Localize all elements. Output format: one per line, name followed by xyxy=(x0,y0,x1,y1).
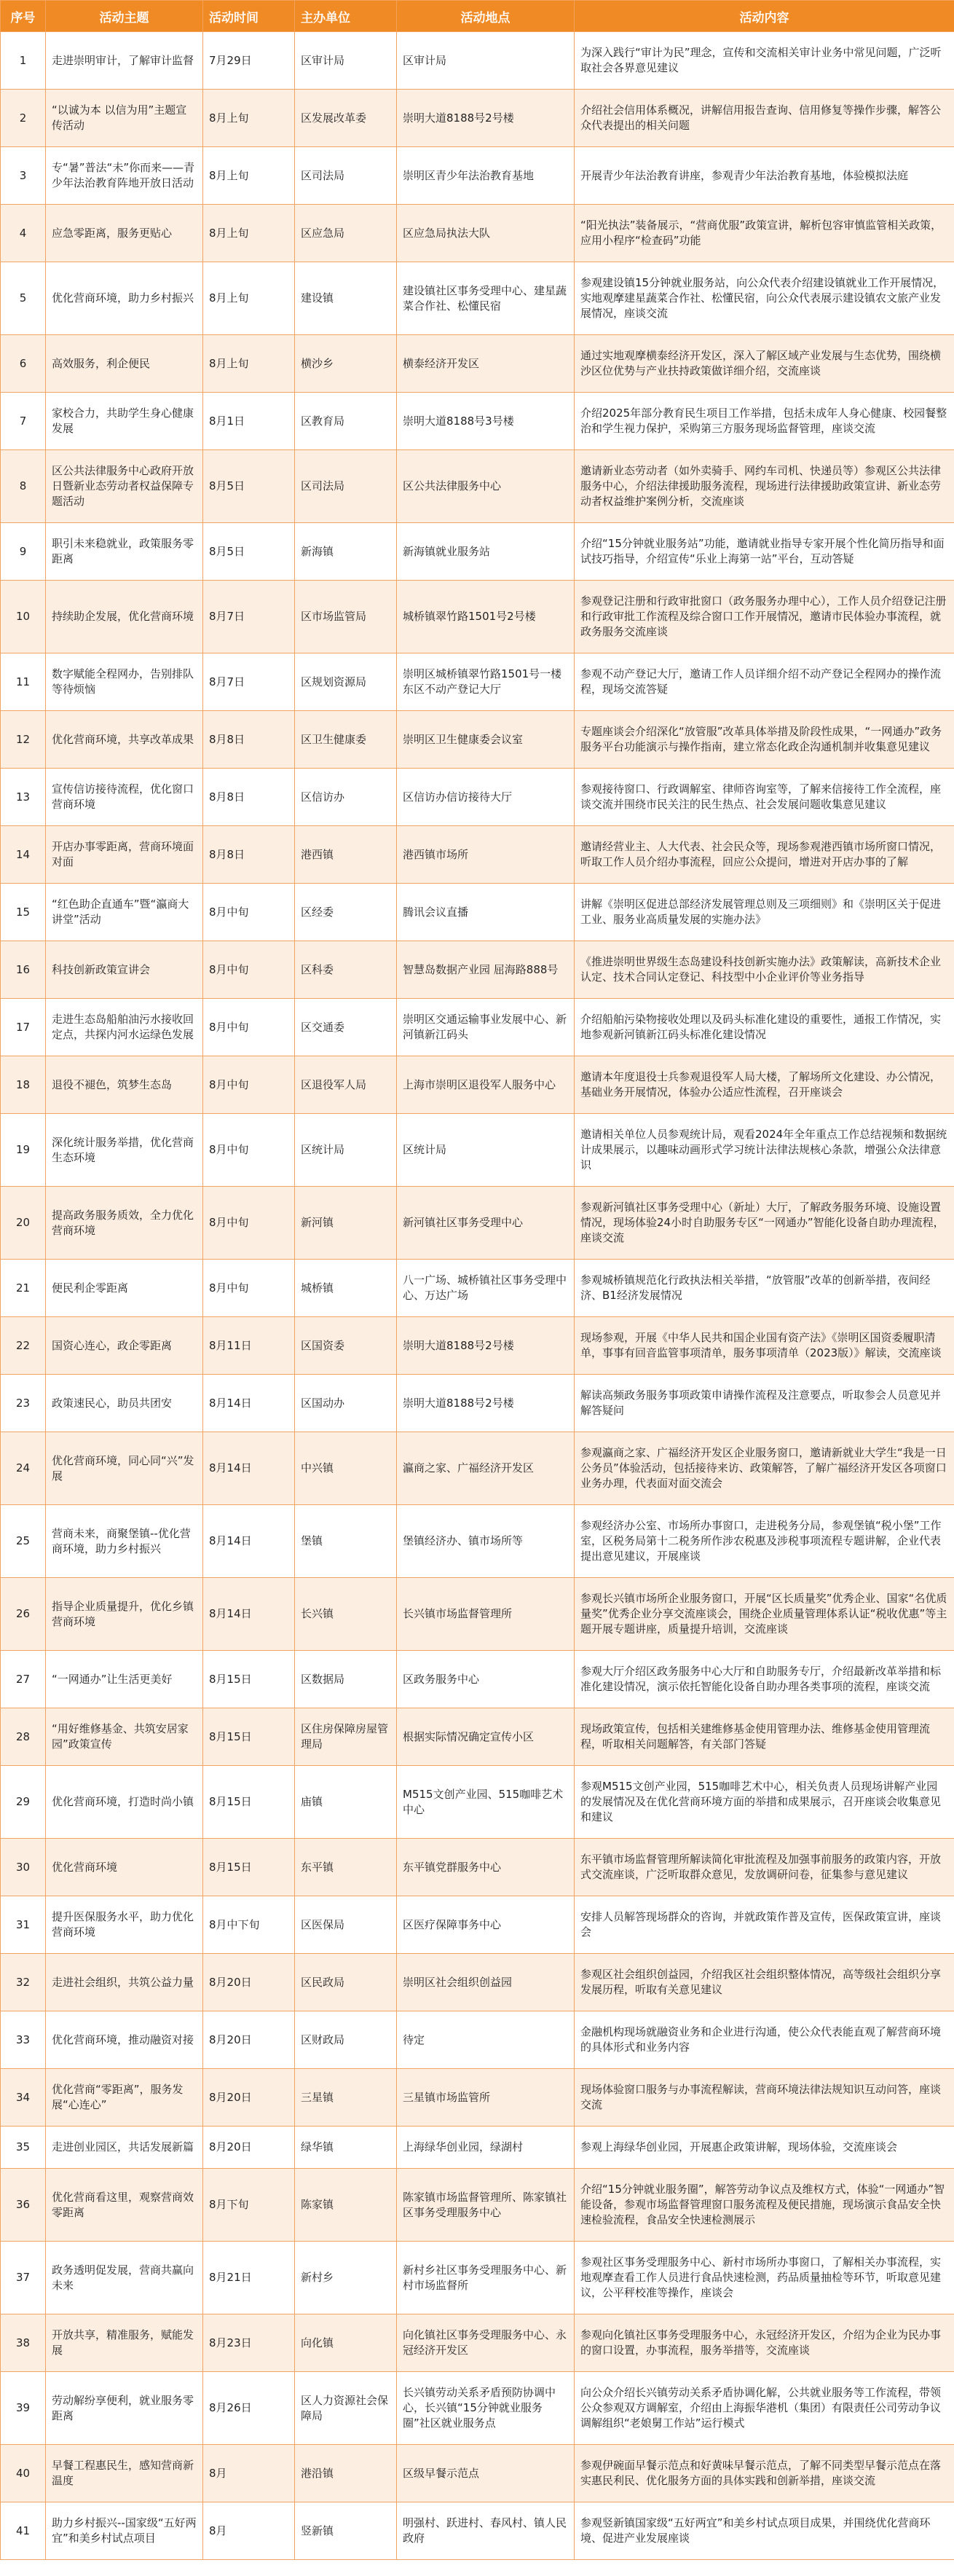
activity-time: 8月8日 xyxy=(203,711,295,769)
host-organization: 三星镇 xyxy=(295,2069,397,2127)
activity-location: 长兴镇市场监督管理所 xyxy=(397,1578,575,1651)
activity-time: 8月15日 xyxy=(203,1839,295,1896)
activity-time: 8月上旬 xyxy=(203,90,295,147)
activity-content: 参观向化镇社区事务受理服务中心，永冠经济开发区，介绍为企业为民办事的窗口设置，办事流程，服务举措等，交流座谈 xyxy=(575,2314,954,2372)
activity-location: M515文创产业园、515咖啡艺术中心 xyxy=(397,1766,575,1839)
activity-location: 崇明大道8188号2号楼 xyxy=(397,1317,575,1375)
table-header xyxy=(1,1,954,32)
row-number: 2 xyxy=(1,90,46,147)
activity-topic: 走进社会组织，共筑公益力量 xyxy=(46,1954,203,2011)
table-row xyxy=(1,205,954,262)
activity-location: 区统计局 xyxy=(397,1114,575,1187)
host-organization: 区国资委 xyxy=(295,1317,397,1375)
host-organization: 横沙乡 xyxy=(295,335,397,393)
activity-topic: 宣传信访接待流程，优化窗口营商环境 xyxy=(46,769,203,826)
activity-location: 瀛商之家、广福经济开发区 xyxy=(397,1432,575,1505)
row-number: 5 xyxy=(1,262,46,335)
host-organization: 新村乡 xyxy=(295,2242,397,2314)
activity-location: 东平镇党群服务中心 xyxy=(397,1839,575,1896)
activity-topic: 优化营商环境，助力乡村振兴 xyxy=(46,262,203,335)
activity-time: 8月中旬 xyxy=(203,884,295,941)
host-organization: 区规划资源局 xyxy=(295,653,397,711)
host-organization: 堡镇 xyxy=(295,1505,397,1578)
table-row xyxy=(1,1260,954,1317)
activity-content: 参观长兴镇市场所企业服务窗口，开展“区长质量奖”优秀企业、国家“名优质量奖”优秀企业分享交流座谈会，围绕企业质量管理体系认证“税收优惠”等主题开展专题讲座，质量提升培训，交流座谈 xyxy=(575,1578,954,1651)
activity-location: 智慧岛数据产业园 屈海路888号 xyxy=(397,941,575,999)
activity-location: 区政务服务中心 xyxy=(397,1651,575,1708)
activity-time: 8月上旬 xyxy=(203,147,295,205)
table-row xyxy=(1,2011,954,2069)
host-organization: 区教育局 xyxy=(295,393,397,450)
row-number: 7 xyxy=(1,393,46,450)
activity-location: 三星镇市场监管所 xyxy=(397,2069,575,2127)
activity-time: 8月中旬 xyxy=(203,941,295,999)
activity-time: 8月20日 xyxy=(203,1954,295,2011)
activity-location: 区级早餐示范点 xyxy=(397,2445,575,2502)
activity-content: 参观社区事务受理服务中心、新村市场所办事窗口，了解相关办事流程，实地观摩查看工作人员进行食品快速检测，药品质量抽检等环节，听取意见建议，公平秤校准等操作，座谈会 xyxy=(575,2242,954,2314)
activity-content: 参观上海绿华创业园，开展惠企政策讲解，现场体验，交流座谈会 xyxy=(575,2127,954,2169)
table-row xyxy=(1,1896,954,1954)
host-organization: 区交通委 xyxy=(295,999,397,1056)
activity-topic: 提升医保服务水平，助力优化营商环境 xyxy=(46,1896,203,1954)
row-number: 29 xyxy=(1,1766,46,1839)
table-row xyxy=(1,335,954,393)
table-row xyxy=(1,2127,954,2169)
activity-location: 崇明区社会组织创益园 xyxy=(397,1954,575,2011)
activity-location: 新村乡社区事务受理服务中心、新村市场监督所 xyxy=(397,2242,575,2314)
row-number: 10 xyxy=(1,581,46,653)
host-organization: 区卫生健康委 xyxy=(295,711,397,769)
activity-time: 8月中下旬 xyxy=(203,1896,295,1954)
activity-time: 8月7日 xyxy=(203,653,295,711)
activity-location: 根据实际情况确定宣传小区 xyxy=(397,1708,575,1766)
activity-topic: 应急零距离，服务更贴心 xyxy=(46,205,203,262)
row-number: 30 xyxy=(1,1839,46,1896)
header-topic: 活动主题 xyxy=(46,1,203,32)
activity-time: 8月23日 xyxy=(203,2314,295,2372)
activity-time: 8月21日 xyxy=(203,2242,295,2314)
activity-location: 区审计局 xyxy=(397,32,575,90)
table-row xyxy=(1,1708,954,1766)
activity-content: 安排人员解答现场群众的咨询，并就政策作普及宣传，医保政策宣讲，座谈会 xyxy=(575,1896,954,1954)
table-row xyxy=(1,450,954,523)
activity-topic: 优化营商看这里，观察营商效零距离 xyxy=(46,2169,203,2242)
row-number: 26 xyxy=(1,1578,46,1651)
activity-location: 城桥镇翠竹路1501号2号楼 xyxy=(397,581,575,653)
host-organization: 区司法局 xyxy=(295,147,397,205)
activity-topic: 政策速民心，助员共团安 xyxy=(46,1375,203,1432)
activity-location: 崇明区交通运输事业发展中心、新河镇新江码头 xyxy=(397,999,575,1056)
activity-content: 参观伊碗面早餐示范点和好黄味早餐示范点，了解不同类型早餐示范点在落实惠民利民、优化服务方面的具体实践和创新举措，座谈交流 xyxy=(575,2445,954,2502)
host-organization: 竖新镇 xyxy=(295,2502,397,2560)
activity-topic: 提高政务服务质效，全力优化营商环境 xyxy=(46,1187,203,1260)
table-row xyxy=(1,769,954,826)
activity-time: 8月下旬 xyxy=(203,2169,295,2242)
activity-location: 建设镇社区事务受理中心、建星蔬菜合作社、松懂民宿 xyxy=(397,262,575,335)
host-organization: 向化镇 xyxy=(295,2314,397,2372)
activity-content: 《推进崇明世界级生态岛建设科技创新实施办法》政策解读，高新技术企业认定、技术合同认定登记、科技型中小企业评价等业务指导 xyxy=(575,941,954,999)
activity-time: 8月14日 xyxy=(203,1505,295,1578)
table-row xyxy=(1,1187,954,1260)
row-number: 27 xyxy=(1,1651,46,1708)
table-row xyxy=(1,653,954,711)
host-organization: 区审计局 xyxy=(295,32,397,90)
activity-topic: 专“暑”普法“未”你而来——青少年法治教育阵地开放日活动 xyxy=(46,147,203,205)
activity-content: 参观M515文创产业园，515咖啡艺术中心，相关负责人员现场讲解产业园的发展情况及在优化营商环境方面的举措和成果展示，召开座谈会收集意见和建议 xyxy=(575,1766,954,1839)
activity-topic: 区公共法律服务中心政府开放日暨新业态劳动者权益保障专题活动 xyxy=(46,450,203,523)
host-organization: 区退役军人局 xyxy=(295,1056,397,1114)
activity-content: 参观大厅介绍区政务服务中心大厅和自助服务专厅，介绍最新改革举措和标准化建设情况，演示依托智能化设备自助办理各类事项的流程，座谈交流 xyxy=(575,1651,954,1708)
activity-time: 8月15日 xyxy=(203,1708,295,1766)
activity-content: 为深入践行“审计为民”理念，宣传和交流相关审计业务中常见问题，广泛听取社会各界意见建议 xyxy=(575,32,954,90)
activity-topic: 优化营商环境，打造时尚小镇 xyxy=(46,1766,203,1839)
activity-topic: 职引未来稳就业，政策服务零距离 xyxy=(46,523,203,581)
header-content: 活动内容 xyxy=(575,1,954,32)
activity-content: 现场参观，开展《中华人民共和国企业国有资产法》《崇明区国资委履职清单，事事有回音监管事项清单，服务事项清单（2023版）》解读，交流座谈 xyxy=(575,1317,954,1375)
host-organization: 港西镇 xyxy=(295,826,397,884)
activity-time: 8月20日 xyxy=(203,2069,295,2127)
row-number: 41 xyxy=(1,2502,46,2560)
host-organization: 区人力资源社会保障局 xyxy=(295,2372,397,2445)
table-row xyxy=(1,941,954,999)
activity-content: 邀请本年度退役士兵参观退役军人局大楼，了解场所文化建设、办公情况，基础业务开展情况，体验办公适应性流程，召开座谈会 xyxy=(575,1056,954,1114)
activity-topic: 走进生态岛船舶油污水接收回定点，共探内河水运绿色发展 xyxy=(46,999,203,1056)
activity-time: 8月中旬 xyxy=(203,1114,295,1187)
activity-topic: 开放共享，精准服务，赋能发展 xyxy=(46,2314,203,2372)
table-row xyxy=(1,393,954,450)
activity-time: 8月26日 xyxy=(203,2372,295,2445)
host-organization: 城桥镇 xyxy=(295,1260,397,1317)
activity-location: 陈家镇市场监督管理所、陈家镇社区事务受理服务中心 xyxy=(397,2169,575,2242)
activity-content: 参观城桥镇规范化行政执法相关举措，“放管服”改革的创新举措，夜间经济、B1经济发展情况 xyxy=(575,1260,954,1317)
row-number: 14 xyxy=(1,826,46,884)
row-number: 9 xyxy=(1,523,46,581)
activity-content: 参观接待窗口、行政调解室、律师咨询室等，了解来信接待工作全流程，座谈交流并围绕市民关注的民生热点、社会发展问题收集意见建议 xyxy=(575,769,954,826)
header-no: 序号 xyxy=(1,1,46,32)
activity-time: 8月14日 xyxy=(203,1375,295,1432)
row-number: 12 xyxy=(1,711,46,769)
host-organization: 区民政局 xyxy=(295,1954,397,2011)
table-row xyxy=(1,581,954,653)
activity-time: 8月中旬 xyxy=(203,1260,295,1317)
header-org: 主办单位 xyxy=(295,1,397,32)
activity-topic: 科技创新政策宣讲会 xyxy=(46,941,203,999)
activity-topic: 优化营商环境 xyxy=(46,1839,203,1896)
activity-location: 上海市崇明区退役军人服务中心 xyxy=(397,1056,575,1114)
activity-content: 参观经济办公室、市场所办事窗口，走进税务分局，参观堡镇“税小堡”工作室，区税务局第十二税务所作涉农税惠及涉税事项流程专题讲解，企业代表提出意见建议，开展座谈 xyxy=(575,1505,954,1578)
row-number: 19 xyxy=(1,1114,46,1187)
activity-time: 8月8日 xyxy=(203,826,295,884)
activity-topic: 优化营商环境，推动融资对接 xyxy=(46,2011,203,2069)
table-row xyxy=(1,1432,954,1505)
activity-content: 参观区社会组织创益园，介绍我区社会组织整体情况，高等级社会组织分享发展历程，听取有关意见建议 xyxy=(575,1954,954,2011)
activity-topic: 深化统计服务举措，优化营商生态环境 xyxy=(46,1114,203,1187)
table-row xyxy=(1,1114,954,1187)
activity-time: 8月11日 xyxy=(203,1317,295,1375)
host-organization: 建设镇 xyxy=(295,262,397,335)
row-number: 20 xyxy=(1,1187,46,1260)
activity-location: 区应急局执法大队 xyxy=(397,205,575,262)
row-number: 38 xyxy=(1,2314,46,2372)
activity-location: 区公共法律服务中心 xyxy=(397,450,575,523)
activity-topic: “红色助企直通车”暨“瀛商大讲堂”活动 xyxy=(46,884,203,941)
table-row xyxy=(1,1505,954,1578)
host-organization: 区住房保障房屋管理局 xyxy=(295,1708,397,1766)
table-row xyxy=(1,2069,954,2127)
host-organization: 区统计局 xyxy=(295,1114,397,1187)
activity-location: 上海绿华创业园，绿湖村 xyxy=(397,2127,575,2169)
row-number: 25 xyxy=(1,1505,46,1578)
activity-content: 参观登记注册和行政审批窗口（政务服务办理中心），工作人员介绍登记注册和行政审批工作流程及综合窗口工作开展情况，邀请市民体验办事流程，就政务服务交流座谈 xyxy=(575,581,954,653)
table-row xyxy=(1,1056,954,1114)
activity-topic: 指导企业质量提升，优化乡镇营商环境 xyxy=(46,1578,203,1651)
activity-location: 待定 xyxy=(397,2011,575,2069)
row-number: 36 xyxy=(1,2169,46,2242)
activity-location: 新海镇就业服务站 xyxy=(397,523,575,581)
activity-location: 新河镇社区事务受理中心 xyxy=(397,1187,575,1260)
activity-time: 8月 xyxy=(203,2502,295,2560)
activity-location: 明强村、跃进村、春风村、镇人民政府 xyxy=(397,2502,575,2560)
activity-topic: 优化营商“零距离”，服务发展“心连心” xyxy=(46,2069,203,2127)
activity-content: 东平镇市场监督管理所解读简化审批流程及加强事前服务的政策内容，开放式交流座谈，广泛听取群众意见，发放调研问卷，征集参与意见建议 xyxy=(575,1839,954,1896)
row-number: 13 xyxy=(1,769,46,826)
activity-location: 崇明大道8188号2号楼 xyxy=(397,90,575,147)
activity-topic: 优化营商环境，共享改革成果 xyxy=(46,711,203,769)
host-organization: 陈家镇 xyxy=(295,2169,397,2242)
row-number: 37 xyxy=(1,2242,46,2314)
table-row xyxy=(1,1375,954,1432)
activity-time: 7月29日 xyxy=(203,32,295,90)
activity-topic: 走进崇明审计，了解审计监督 xyxy=(46,32,203,90)
activity-location: 区信访办信访接待大厅 xyxy=(397,769,575,826)
table-row xyxy=(1,2314,954,2372)
activity-time: 8月上旬 xyxy=(203,262,295,335)
table-row xyxy=(1,2445,954,2502)
host-organization: 区司法局 xyxy=(295,450,397,523)
row-number: 1 xyxy=(1,32,46,90)
row-number: 33 xyxy=(1,2011,46,2069)
activity-content: 专题座谈会介绍深化“放管服”改革具体举措及阶段性成果，“一网通办”政务服务平台功能演示与操作指南，建立常态化政企沟通机制并收集意见建议 xyxy=(575,711,954,769)
table-row xyxy=(1,90,954,147)
activity-topic: 走进创业园区，共话发展新篇 xyxy=(46,2127,203,2169)
activity-content: “阳光执法”装备展示，“营商优服”政策宣讲，解析包容审慎监管相关政策，应用小程序“检查码”功能 xyxy=(575,205,954,262)
activity-content: 介绍“15分钟就业服务圈”，解答劳动争议点及维权方式，体验“一网通办”智能设备，参观市场监督管理窗口服务流程及便民措施，现场演示食品安全快速检验流程，食品安全快速检测展示 xyxy=(575,2169,954,2242)
activity-content: 参观不动产登记大厅，邀请工作人员详细介绍不动产登记全程网办的操作流程，现场交流答疑 xyxy=(575,653,954,711)
activity-topic: “用好维修基金、共筑安居家园”政策宣传 xyxy=(46,1708,203,1766)
table-row xyxy=(1,1651,954,1708)
activity-location: 八一广场、城桥镇社区事务受理中心、万达广场 xyxy=(397,1260,575,1317)
activity-location: 崇明区青少年法治教育基地 xyxy=(397,147,575,205)
host-organization: 中兴镇 xyxy=(295,1432,397,1505)
activity-location: 向化镇社区事务受理服务中心、永冠经济开发区 xyxy=(397,2314,575,2372)
activity-time: 8月 xyxy=(203,2445,295,2502)
activity-time: 8月5日 xyxy=(203,523,295,581)
activity-time: 8月15日 xyxy=(203,1766,295,1839)
row-number: 3 xyxy=(1,147,46,205)
row-number: 31 xyxy=(1,1896,46,1954)
activity-time: 8月14日 xyxy=(203,1578,295,1651)
activity-time: 8月8日 xyxy=(203,769,295,826)
activity-content: 参观竖新镇国家级“五好两宜”和美乡村试点项目成果，并围绕优化营商环境、促进产业发展座谈 xyxy=(575,2502,954,2560)
activity-content: 讲解《崇明区促进总部经济发展管理总则及三项细则》和《崇明区关于促进工业、服务业高质量发展的实施办法》 xyxy=(575,884,954,941)
activity-content: 现场政策宣传，包括相关建维修基金使用管理办法、维修基金使用管理流程，听取相关问题解答，有关部门答疑 xyxy=(575,1708,954,1766)
activity-content: 通过实地观摩横泰经济开发区，深入了解区域产业发展与生态优势，围绕横沙区位优势与产业扶持政策做详细介绍，交流座谈 xyxy=(575,335,954,393)
table-row xyxy=(1,1839,954,1896)
host-organization: 绿华镇 xyxy=(295,2127,397,2169)
table-body xyxy=(1,32,954,2560)
activity-content: 邀请相关单位人员参观统计局，观看2024年全年重点工作总结视频和数据统计成果展示，以趣味动画形式学习统计法律法规核心条款，增强公众法律意识 xyxy=(575,1114,954,1187)
row-number: 21 xyxy=(1,1260,46,1317)
table-row xyxy=(1,32,954,90)
activity-location: 横泰经济开发区 xyxy=(397,335,575,393)
activity-time: 8月上旬 xyxy=(203,205,295,262)
host-organization: 港沿镇 xyxy=(295,2445,397,2502)
activity-content: 介绍2025年部分教育民生项目工作举措，包括未成年人身心健康、校园餐整治和学生视力保护，采购第三方服务现场监督管理，座谈交流 xyxy=(575,393,954,450)
activity-location: 区医疗保障事务中心 xyxy=(397,1896,575,1954)
row-number: 17 xyxy=(1,999,46,1056)
activity-content: 参观新河镇社区事务受理中心（新址）大厅，了解政务服务环境、设施设置情况，现场体验24小时自助服务专区“一网通办”智能化设备自助办理流程，座谈交流 xyxy=(575,1187,954,1260)
activity-location: 崇明大道8188号3号楼 xyxy=(397,393,575,450)
row-number: 8 xyxy=(1,450,46,523)
activity-content: 介绍社会信用体系概况，讲解信用报告查询、信用修复等操作步骤，解答公众代表提出的相关问题 xyxy=(575,90,954,147)
row-number: 39 xyxy=(1,2372,46,2445)
activity-topic: 高效服务，利企便民 xyxy=(46,335,203,393)
host-organization: 区应急局 xyxy=(295,205,397,262)
table-row xyxy=(1,826,954,884)
table-row xyxy=(1,1317,954,1375)
activity-time: 8月1日 xyxy=(203,393,295,450)
activity-topic: “以诚为本 以信为用”主题宣传活动 xyxy=(46,90,203,147)
host-organization: 区数据局 xyxy=(295,1651,397,1708)
row-number: 23 xyxy=(1,1375,46,1432)
host-organization: 区国动办 xyxy=(295,1375,397,1432)
host-organization: 区市场监管局 xyxy=(295,581,397,653)
activity-content: 解读高频政务服务事项政策申请操作流程及注意要点，听取参会人员意见并解答疑问 xyxy=(575,1375,954,1432)
activity-time: 8月14日 xyxy=(203,1432,295,1505)
row-number: 6 xyxy=(1,335,46,393)
activity-location: 长兴镇劳动关系矛盾预防协调中心，长兴镇“15分钟就业服务圈”社区就业服务点 xyxy=(397,2372,575,2445)
activity-location: 港西镇市场所 xyxy=(397,826,575,884)
activity-time: 8月15日 xyxy=(203,1651,295,1708)
activity-time: 8月中旬 xyxy=(203,999,295,1056)
activity-location: 崇明区城桥镇翠竹路1501号一楼东区不动产登记大厅 xyxy=(397,653,575,711)
activity-location: 堡镇经济办、镇市场所等 xyxy=(397,1505,575,1578)
activity-topic: 优化营商环境，同心同“兴”发展 xyxy=(46,1432,203,1505)
activity-content: 现场体验窗口服务与办事流程解读，营商环境法律法规知识互动问答，座谈交流 xyxy=(575,2069,954,2127)
activity-content: 邀请经营业主、人大代表、社会民众等，现场参观港西镇市场所窗口情况，听取工作人员介绍办事流程，回应公众提问，增进对开店办事的了解 xyxy=(575,826,954,884)
activity-time: 8月中旬 xyxy=(203,1056,295,1114)
activity-topic: “一网通办”让生活更美好 xyxy=(46,1651,203,1708)
activity-topic: 家校合力，共助学生身心健康发展 xyxy=(46,393,203,450)
activity-topic: 便民利企零距离 xyxy=(46,1260,203,1317)
row-number: 35 xyxy=(1,2127,46,2169)
host-organization: 区发展改革委 xyxy=(295,90,397,147)
table-row xyxy=(1,523,954,581)
host-organization: 区科委 xyxy=(295,941,397,999)
activity-topic: 退役不褪色，筑梦生态岛 xyxy=(46,1056,203,1114)
host-organization: 长兴镇 xyxy=(295,1578,397,1651)
row-number: 34 xyxy=(1,2069,46,2127)
table-row xyxy=(1,1578,954,1651)
header-location: 活动地点 xyxy=(397,1,575,32)
row-number: 28 xyxy=(1,1708,46,1766)
row-number: 32 xyxy=(1,1954,46,2011)
activity-content: 介绍船舶污染物接收处理以及码头标准化建设的重要性，通报工作情况，实地参观新河镇新江码头标准化建设情况 xyxy=(575,999,954,1056)
table-row xyxy=(1,2242,954,2314)
activity-topic: 数字赋能全程网办，告别排队等待烦恼 xyxy=(46,653,203,711)
row-number: 16 xyxy=(1,941,46,999)
table-row xyxy=(1,1766,954,1839)
table-row xyxy=(1,711,954,769)
activity-content: 邀请新业态劳动者（如外卖骑手、网约车司机、快递员等）参观区公共法律服务中心，介绍法律援助服务流程，现场进行法律援助政策宣讲、新业态劳动者权益维护案例分析，交流座谈 xyxy=(575,450,954,523)
activity-topic: 持续助企发展，优化营商环境 xyxy=(46,581,203,653)
activity-topic: 国资心连心，政企零距离 xyxy=(46,1317,203,1375)
activity-topic: 开店办事零距离，营商环境面对面 xyxy=(46,826,203,884)
activity-location: 崇明大道8188号2号楼 xyxy=(397,1375,575,1432)
activity-location: 崇明区卫生健康委会议室 xyxy=(397,711,575,769)
activity-time: 8月5日 xyxy=(203,450,295,523)
activity-location: 腾讯会议直播 xyxy=(397,884,575,941)
host-organization: 庙镇 xyxy=(295,1766,397,1839)
activity-topic: 劳动解纷享便利，就业服务零距离 xyxy=(46,2372,203,2445)
row-number: 15 xyxy=(1,884,46,941)
header-row xyxy=(1,1,954,32)
host-organization: 新河镇 xyxy=(295,1187,397,1260)
table-row xyxy=(1,2502,954,2560)
table-row xyxy=(1,262,954,335)
row-number: 18 xyxy=(1,1056,46,1114)
table-row xyxy=(1,999,954,1056)
activity-time: 8月中旬 xyxy=(203,1187,295,1260)
table-row xyxy=(1,2169,954,2242)
table-row xyxy=(1,884,954,941)
activity-content: 开展青少年法治教育讲座，参观青少年法治教育基地，体验模拟法庭 xyxy=(575,147,954,205)
activity-time: 8月上旬 xyxy=(203,335,295,393)
host-organization: 区信访办 xyxy=(295,769,397,826)
activity-topic: 早餐工程惠民生，感知营商新温度 xyxy=(46,2445,203,2502)
row-number: 24 xyxy=(1,1432,46,1505)
host-organization: 区医保局 xyxy=(295,1896,397,1954)
activity-time: 8月7日 xyxy=(203,581,295,653)
activity-content: 介绍“15分钟就业服务站”功能，邀请就业指导专家开展个性化简历指导和面试技巧指导，介绍宣传“乐业上海第一站”平台，互动答疑 xyxy=(575,523,954,581)
activity-content: 向公众介绍长兴镇劳动关系矛盾协调化解，公共就业服务等工作流程，带领公众参观双方调解室，介绍由上海振华港机（集团）有限责任公司劳动争议调解组织“老娘舅工作站”运行模式 xyxy=(575,2372,954,2445)
activity-content: 参观建设镇15分钟就业服务站，向公众代表介绍建设镇就业工作开展情况，实地观摩建星蔬菜合作社、松懂民宿，向公众代表展示建设镇农文旅产业发展情况，座谈交流 xyxy=(575,262,954,335)
host-organization: 东平镇 xyxy=(295,1839,397,1896)
header-time: 活动时间 xyxy=(203,1,295,32)
row-number: 40 xyxy=(1,2445,46,2502)
activity-content: 参观瀛商之家、广福经济开发区企业服务窗口，邀请新就业大学生“我是一日公务员”体验活动，包括接待来访、政策解答，了解广福经济开发区各项窗口业务办理，代表面对面交流会 xyxy=(575,1432,954,1505)
table-row xyxy=(1,1954,954,2011)
table-row xyxy=(1,147,954,205)
activity-time: 8月20日 xyxy=(203,2011,295,2069)
row-number: 4 xyxy=(1,205,46,262)
row-number: 11 xyxy=(1,653,46,711)
activity-topic: 助力乡村振兴--国家级“五好两宜”和美乡村试点项目 xyxy=(46,2502,203,2560)
host-organization: 区经委 xyxy=(295,884,397,941)
table-row xyxy=(1,2372,954,2445)
activity-topic: 营商未来，商聚堡镇--优化营商环境，助力乡村振兴 xyxy=(46,1505,203,1578)
row-number: 22 xyxy=(1,1317,46,1375)
activity-time: 8月20日 xyxy=(203,2127,295,2169)
activity-content: 金融机构现场就融资业务和企业进行沟通，使公众代表能直观了解营商环境的具体形式和业务内容 xyxy=(575,2011,954,2069)
activity-topic: 政务透明促发展，营商共赢向未来 xyxy=(46,2242,203,2314)
host-organization: 区财政局 xyxy=(295,2011,397,2069)
host-organization: 新海镇 xyxy=(295,523,397,581)
